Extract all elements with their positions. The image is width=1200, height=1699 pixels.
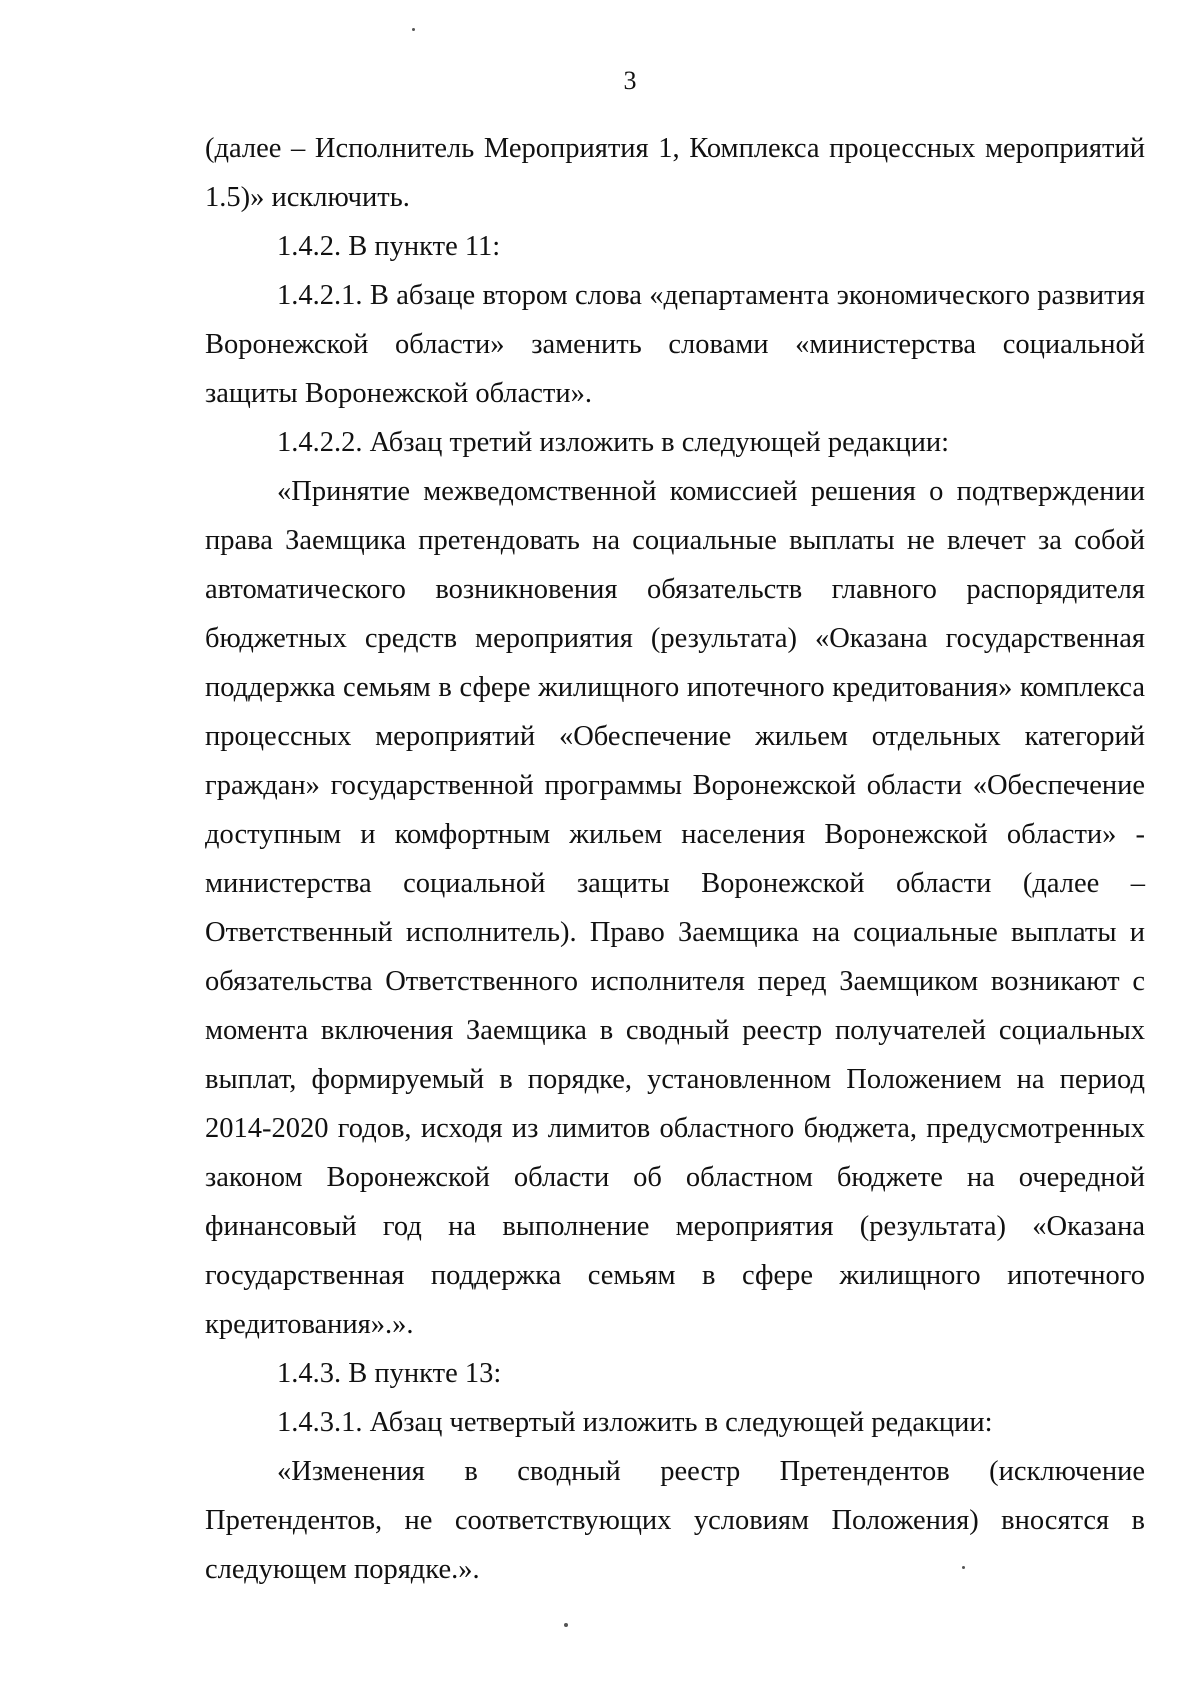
paragraph-clause-1-4-2: 1.4.2. В пункте 11: <box>277 231 501 262</box>
document-body <box>205 124 1145 1594</box>
paragraph-quoted-text: «Принятие межведомственной комиссией решения о подтверждении права Заемщика претендовать на социальные выплаты не влечет за собой автоматического возникновения обязательств главного распорядителя бюджетных средств мероприятия (результата) «Оказана государственная поддержка семьям в сфере жилищного ипотечного кредитования» комплекса процессных мероприятий «Обеспечение жильем отдельных категорий граждан» государственной программы Воронежской области «Обеспечение доступным и комфортным жильем населения Воронежской области» - министерства социальной защиты Воронежской области (далее – Ответственный исполнитель). Право Заемщика на социальные выплаты и обязательства Ответственного исполнителя перед Заемщиком возникают с момента включения Заемщика в сводный реестр получателей социальных выплат, формируемый в порядке, установленном Положением на период 2014-2020 годов, исходя из лимитов областного бюджета, предусмотренных законом Воронежской области об областном бюджете на очередной финансовый год на выполнение мероприятия (результата) «Оказана государственная поддержка семьям в сфере жилищного ипотечного кредитования».». <box>205 476 1145 1340</box>
scan-speck <box>564 1623 568 1627</box>
paragraph-continuation: (далее – Исполнитель Мероприятия 1, Комплекса процессных мероприятий 1.5)» исключить. <box>205 133 1145 213</box>
paragraph-clause-1-4-2-2: 1.4.2.2. Абзац третий изложить в следующей редакции: <box>277 427 950 458</box>
page-number: 3 <box>623 66 637 95</box>
paragraph-clause-1-4-3-1: 1.4.3.1. Абзац четвертый изложить в следующей редакции: <box>277 1407 993 1438</box>
paragraph-clause-1-4-3: 1.4.3. В пункте 13: <box>277 1358 502 1389</box>
paragraph-quoted-text-2: «Изменения в сводный реестр Претендентов (исключение Претендентов, не соответствующих условиям Положения) вносятся в следующем порядке.». <box>205 1456 1145 1585</box>
paragraph-clause-1-4-2-1: 1.4.2.1. В абзаце втором слова «департамента экономического развития Воронежской области» заменить словами «министерства социальной защиты Воронежской области». <box>205 280 1145 409</box>
scan-speck <box>412 28 415 31</box>
